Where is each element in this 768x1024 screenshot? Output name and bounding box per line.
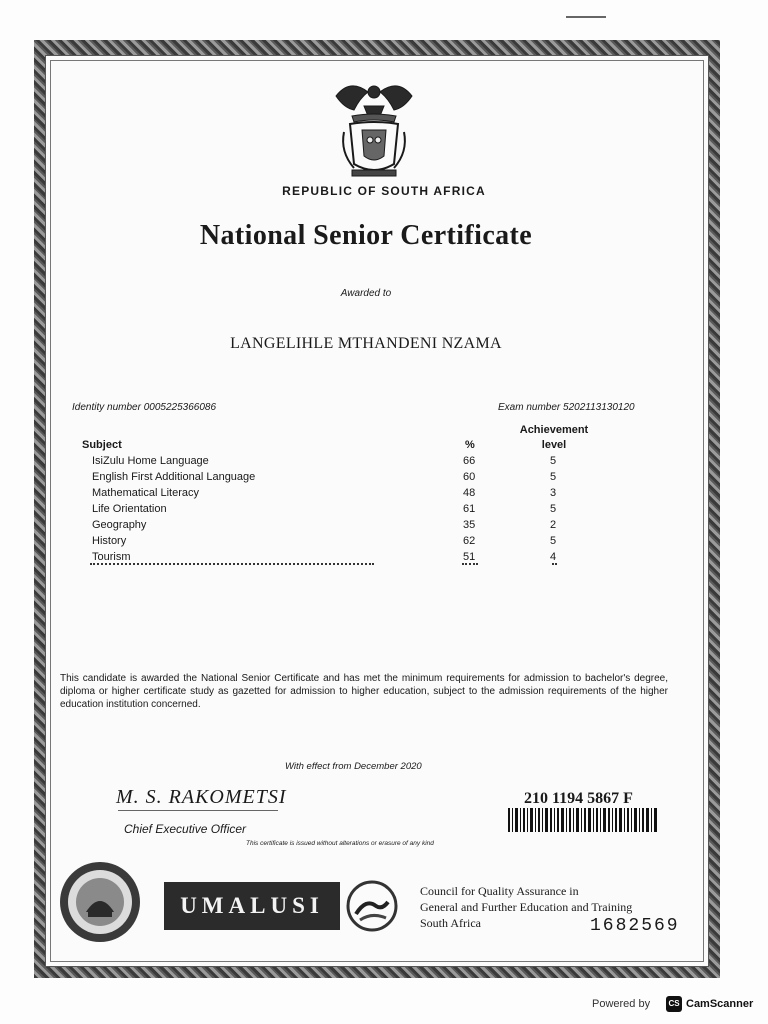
table-row-percent: 35 [463, 519, 476, 531]
table-row-subject: History [92, 535, 127, 547]
camscanner-logo-icon: CS [666, 996, 682, 1012]
country-heading: REPUBLIC OF SOUTH AFRICA [282, 184, 486, 198]
achievement-header: Achievement [519, 424, 589, 436]
scan-edge-mark [566, 16, 606, 18]
table-row-subject: IsiZulu Home Language [92, 455, 209, 467]
exam-number: Exam number 5202113130120 [498, 402, 635, 413]
table-row-percent: 66 [463, 455, 476, 467]
table-row-level: 3 [550, 487, 557, 499]
table-row-level: 5 [550, 471, 557, 483]
certificate-title: National Senior Certificate [199, 220, 533, 251]
council-line: Council for Quality Assurance in [420, 884, 579, 898]
award-statement: This candidate is awarded the National Senior Certificate and has met the minimum requirements for admission to bachelor's degree, diploma or higher certificate study as gazetted for admission to higher education, subject to the admission requirements of the higher education institution concerned. [60, 673, 668, 710]
candidate-name: LANGELIHLE MTHANDENI NZAMA [230, 335, 502, 352]
serial-number: 1682569 [590, 916, 680, 936]
table-row-level: 4 [550, 551, 557, 563]
powered-by-label: Powered by [592, 998, 651, 1010]
council-line: General and Further Education and Training [420, 900, 633, 914]
table-end-rule [462, 563, 478, 565]
ceo-signature: M. S. RAKOMETSI [116, 786, 287, 808]
subject-header: Subject [82, 439, 122, 451]
council-line: South Africa [420, 916, 481, 930]
table-row-level: 5 [550, 535, 557, 547]
table-row-subject: Life Orientation [92, 503, 167, 515]
issued-note: This certificate is issued without alterations or erasure of any kind [246, 840, 434, 847]
hands-emblem-icon [346, 880, 398, 932]
certificate-number: 210 1194 5867 F [524, 790, 633, 807]
table-end-rule [552, 563, 555, 565]
table-row-percent: 60 [463, 471, 476, 483]
table-end-rule [90, 563, 374, 565]
table-row-subject: Geography [92, 519, 147, 531]
table-row-percent: 48 [463, 487, 476, 499]
table-row-subject: Tourism [92, 551, 131, 563]
table-row-level: 5 [550, 503, 557, 515]
table-row-subject: English First Additional Language [92, 471, 256, 483]
barcode-icon [508, 808, 658, 832]
signature-line [118, 810, 278, 811]
identity-number: Identity number 0005225366086 [72, 402, 217, 413]
awarded-to-label: Awarded to [340, 288, 392, 299]
camscanner-name: CamScanner [686, 998, 754, 1010]
ceo-title: Chief Executive Officer [124, 822, 247, 836]
table-row-percent: 51 [463, 551, 476, 563]
umalusi-logo: UMALUSI [164, 882, 340, 930]
table-row-percent: 61 [463, 503, 476, 515]
table-row-level: 2 [550, 519, 557, 531]
coat-of-arms-icon [330, 76, 418, 180]
effective-date: With effect from December 2020 [285, 761, 422, 772]
level-header: level [541, 439, 567, 451]
umalusi-seal-icon [58, 860, 142, 944]
table-row-level: 5 [550, 455, 557, 467]
table-row-subject: Mathematical Literacy [92, 487, 199, 499]
table-row-percent: 62 [463, 535, 476, 547]
percent-header: % [465, 439, 475, 451]
